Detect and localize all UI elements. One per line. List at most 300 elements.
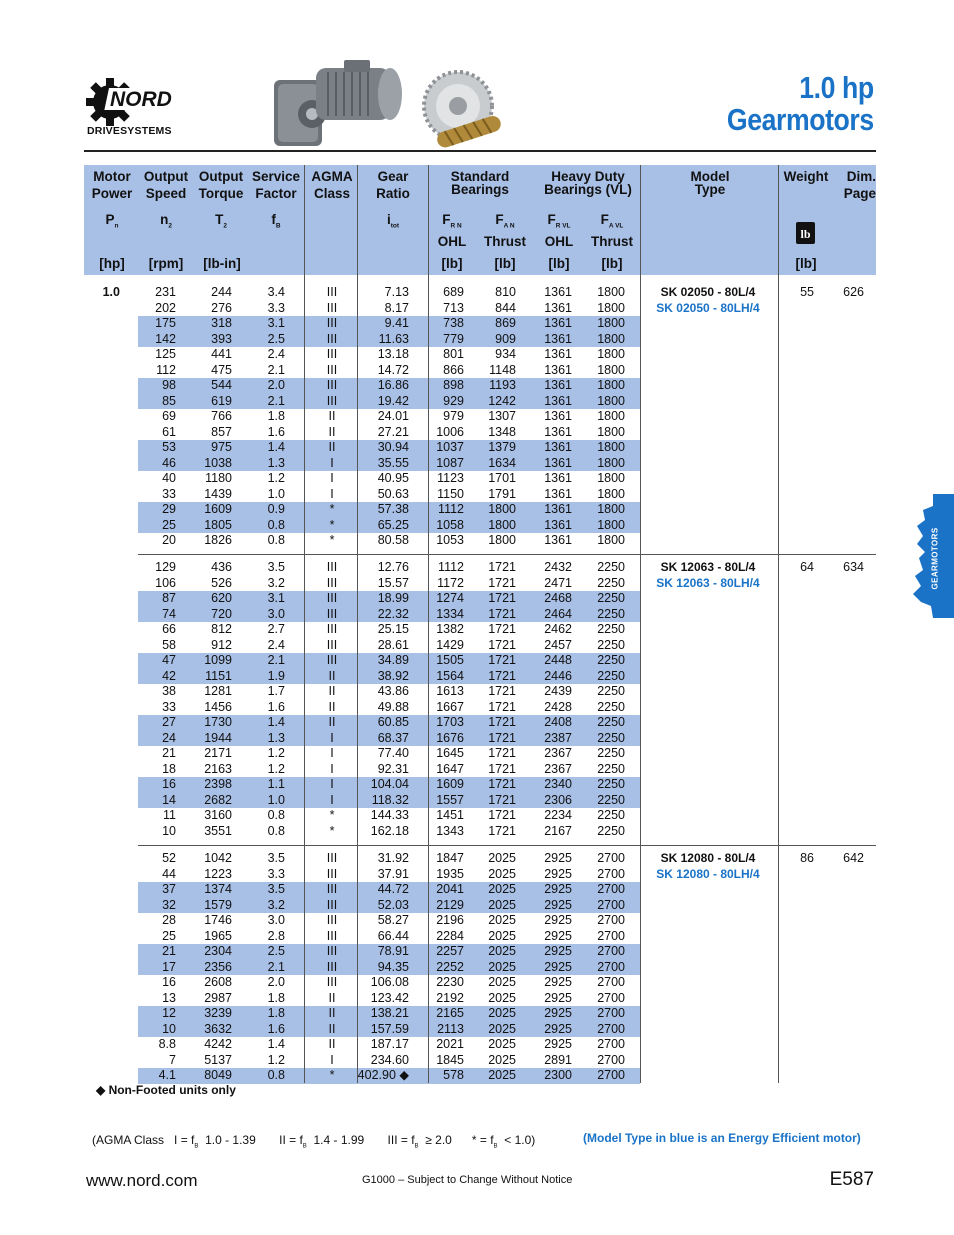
weight-cell: 55 bbox=[800, 285, 814, 299]
fa-thrust-cell: 844 bbox=[495, 300, 516, 315]
fa-thrust-cell: 2025 bbox=[488, 851, 516, 865]
torque-cell: 393 bbox=[211, 331, 232, 346]
gear-ratio-cell: 138.21 bbox=[370, 1006, 409, 1020]
hdr-thrust-2: Thrust bbox=[591, 234, 633, 249]
fr-vl-cell: 2925 bbox=[544, 866, 572, 881]
service-factor-cell: 1.3 bbox=[267, 455, 285, 470]
torque-cell: 619 bbox=[211, 393, 232, 408]
agma-cell: II bbox=[328, 1021, 336, 1036]
fr-vl-cell: 2408 bbox=[544, 715, 572, 729]
fa-thrust-cell: 2025 bbox=[488, 1068, 516, 1082]
fa-vl-cell: 1800 bbox=[597, 362, 625, 377]
fa-thrust-cell: 1721 bbox=[488, 715, 516, 729]
torque-cell: 2608 bbox=[204, 975, 232, 989]
sym-favl-main: F bbox=[600, 212, 609, 227]
hdr-output-speed-l1: Output bbox=[143, 169, 189, 184]
fa-vl-cell: 2700 bbox=[597, 959, 625, 974]
fa-thrust-cell: 1379 bbox=[488, 440, 516, 454]
fa-thrust-cell: 2025 bbox=[488, 1052, 516, 1067]
agma-cell: II bbox=[328, 1037, 336, 1051]
torque-cell: 2987 bbox=[204, 990, 232, 1005]
gear-ratio-cell: 94.35 bbox=[377, 959, 409, 974]
agma-cell: * bbox=[329, 517, 335, 532]
fr-vl-cell: 1361 bbox=[544, 471, 572, 485]
fr-ohl-cell: 578 bbox=[443, 1068, 464, 1082]
speed-cell: 33 bbox=[162, 486, 176, 501]
fa-vl-cell: 1800 bbox=[597, 517, 625, 532]
gear-ratio-cell: 12.76 bbox=[377, 560, 409, 574]
fa-vl-cell: 2250 bbox=[597, 575, 625, 590]
service-factor-cell: 0.9 bbox=[267, 502, 285, 516]
gear-ratio-cell: 18.99 bbox=[377, 591, 409, 605]
fa-thrust-cell: 1721 bbox=[488, 823, 516, 838]
fr-ohl-cell: 2113 bbox=[437, 1021, 464, 1036]
group-separator bbox=[138, 845, 876, 846]
service-factor-cell: 0.8 bbox=[267, 808, 285, 822]
speed-cell: 20 bbox=[162, 533, 176, 547]
fa-thrust-cell: 2025 bbox=[488, 944, 516, 958]
table-row bbox=[84, 425, 640, 441]
table-row bbox=[84, 929, 640, 945]
fa-vl-cell: 2700 bbox=[597, 1021, 625, 1036]
table-row bbox=[84, 944, 640, 960]
service-factor-cell: 1.6 bbox=[267, 424, 285, 439]
table-row bbox=[84, 715, 640, 731]
torque-cell: 2356 bbox=[204, 959, 232, 974]
service-factor-cell: 1.4 bbox=[267, 440, 285, 454]
fr-ohl-cell: 1564 bbox=[436, 668, 464, 683]
speed-cell: 231 bbox=[155, 285, 176, 299]
fr-vl-cell: 2891 bbox=[544, 1052, 572, 1067]
fa-vl-cell: 2250 bbox=[597, 777, 625, 791]
torque-cell: 441 bbox=[211, 347, 232, 361]
torque-cell: 1042 bbox=[204, 851, 232, 865]
service-factor-cell: 1.0 bbox=[267, 486, 285, 501]
fr-ohl-cell: 2041 bbox=[436, 882, 464, 896]
sym-fan bbox=[485, 211, 525, 235]
torque-cell: 912 bbox=[211, 637, 232, 652]
fr-vl-cell: 2471 bbox=[544, 575, 572, 590]
fr-vl-cell: 1361 bbox=[544, 424, 572, 439]
footer-notice: G1000 – Subject to Change Without Notice bbox=[362, 1174, 573, 1186]
service-factor-cell: 2.4 bbox=[267, 637, 285, 652]
gear-ratio-cell: 92.31 bbox=[377, 761, 409, 776]
table-row bbox=[84, 285, 640, 301]
fr-ohl-cell: 1647 bbox=[436, 761, 464, 776]
fa-vl-cell: 1800 bbox=[597, 285, 625, 299]
sym-t2 bbox=[201, 211, 241, 235]
table-row bbox=[84, 409, 640, 425]
table-row bbox=[84, 898, 640, 914]
table-row bbox=[84, 991, 640, 1007]
fa-thrust-cell: 2025 bbox=[488, 897, 516, 912]
service-factor-cell: 3.2 bbox=[267, 575, 285, 590]
hdr-service-factor-l2: Factor bbox=[255, 186, 297, 201]
fa-vl-cell: 2250 bbox=[597, 715, 625, 729]
fr-ohl-cell: 801 bbox=[443, 347, 464, 361]
fr-vl-cell: 2306 bbox=[544, 792, 572, 807]
agma-cell: III bbox=[326, 866, 338, 881]
speed-cell: 125 bbox=[155, 347, 176, 361]
speed-cell: 142 bbox=[155, 331, 176, 346]
fr-vl-cell: 2167 bbox=[544, 823, 572, 838]
sym-fb-sub: B bbox=[275, 222, 281, 230]
agma-cell: III bbox=[326, 975, 338, 989]
agma-cell: III bbox=[326, 378, 338, 392]
torque-cell: 1579 bbox=[204, 897, 232, 912]
service-factor-cell: 3.3 bbox=[267, 300, 285, 315]
torque-cell: 8049 bbox=[204, 1068, 232, 1082]
fa-vl-cell: 2700 bbox=[597, 990, 625, 1005]
fr-vl-cell: 2432 bbox=[544, 560, 572, 574]
fa-vl-cell: 1800 bbox=[597, 533, 625, 547]
speed-cell: 38 bbox=[162, 684, 176, 698]
torque-cell: 975 bbox=[211, 440, 232, 454]
speed-cell: 16 bbox=[162, 777, 176, 791]
agma-cell: III bbox=[326, 560, 338, 574]
torque-cell: 620 bbox=[211, 591, 232, 605]
fr-ohl-cell: 1429 bbox=[436, 637, 464, 652]
sym-frn bbox=[432, 211, 472, 235]
agma-cell: II bbox=[328, 440, 336, 454]
gear-ratio-cell: 27.21 bbox=[377, 424, 409, 439]
speed-cell: 33 bbox=[162, 699, 176, 714]
fa-thrust-cell: 2025 bbox=[488, 866, 516, 881]
sym-fb-main: f bbox=[271, 212, 276, 227]
service-factor-cell: 1.6 bbox=[267, 1021, 285, 1036]
fr-ohl-cell: 979 bbox=[443, 409, 464, 423]
speed-cell: 37 bbox=[162, 882, 176, 896]
service-factor-cell: 0.8 bbox=[267, 823, 285, 838]
service-factor-cell: 2.5 bbox=[267, 331, 285, 346]
agma-cell: III bbox=[326, 347, 338, 361]
fr-vl-cell: 2367 bbox=[544, 761, 572, 776]
service-factor-cell: 1.8 bbox=[267, 990, 285, 1005]
table-row bbox=[84, 518, 640, 534]
fr-vl-cell: 2925 bbox=[544, 882, 572, 896]
fr-ohl-cell: 779 bbox=[443, 331, 464, 346]
table-row bbox=[84, 851, 640, 867]
footer-url[interactable]: www.nord.com bbox=[86, 1171, 198, 1190]
fr-ohl-cell: 1006 bbox=[436, 424, 464, 439]
fa-vl-cell: 1800 bbox=[597, 300, 625, 315]
fr-vl-cell: 2448 bbox=[544, 653, 572, 667]
agma-cell: II bbox=[328, 715, 336, 729]
agma-cell: III bbox=[326, 316, 338, 330]
fr-vl-cell: 2462 bbox=[544, 622, 572, 636]
speed-cell: 69 bbox=[162, 409, 176, 423]
sym-itot-sub: tot bbox=[390, 222, 400, 230]
table-row bbox=[84, 793, 640, 809]
dim-page-cell: 642 bbox=[843, 851, 864, 865]
torque-cell: 1151 bbox=[205, 668, 232, 683]
hdr-dim-l1: Dim. bbox=[846, 169, 876, 184]
torque-cell: 1944 bbox=[204, 730, 232, 745]
service-factor-cell: 3.4 bbox=[267, 285, 285, 299]
fr-vl-cell: 1361 bbox=[544, 347, 572, 361]
fa-vl-cell: 2250 bbox=[597, 699, 625, 714]
fa-thrust-cell: 2025 bbox=[488, 928, 516, 943]
fa-vl-cell: 1800 bbox=[597, 502, 625, 516]
fr-vl-cell: 1361 bbox=[544, 486, 572, 501]
speed-cell: 106 bbox=[155, 575, 176, 590]
torque-cell: 544 bbox=[211, 378, 232, 392]
fa-thrust-cell: 1721 bbox=[488, 684, 516, 698]
speed-cell: 25 bbox=[162, 928, 176, 943]
table-row bbox=[84, 731, 640, 747]
sym-n2 bbox=[146, 211, 186, 235]
fa-vl-cell: 2250 bbox=[597, 823, 625, 838]
agma-cell: III bbox=[326, 637, 338, 652]
table-row bbox=[84, 440, 640, 456]
service-factor-cell: 3.1 bbox=[267, 316, 285, 330]
fr-vl-cell: 2367 bbox=[544, 746, 572, 760]
speed-cell: 25 bbox=[162, 517, 176, 532]
gear-ratio-cell: 7.13 bbox=[384, 285, 409, 299]
fr-ohl-cell: 1451 bbox=[436, 808, 464, 822]
fr-ohl-cell: 738 bbox=[443, 316, 464, 330]
speed-cell: 66 bbox=[162, 622, 176, 636]
torque-cell: 1099 bbox=[204, 653, 232, 667]
gear-ratio-cell: 104.04 bbox=[370, 777, 409, 791]
gear-ratio-cell: 24.01 bbox=[377, 409, 409, 423]
agma-cell: II bbox=[328, 699, 336, 714]
service-factor-cell: 1.1 bbox=[267, 777, 285, 791]
fa-vl-cell: 2700 bbox=[597, 913, 625, 927]
page-title: 1.0 hp Gearmotors bbox=[727, 70, 874, 137]
fr-vl-cell: 2925 bbox=[544, 913, 572, 927]
fa-vl-cell: 2250 bbox=[597, 591, 625, 605]
fr-vl-cell: 2340 bbox=[544, 777, 572, 791]
gear-ratio-cell: 402.90 ◆ bbox=[357, 1068, 409, 1082]
fa-vl-cell: 1800 bbox=[597, 424, 625, 439]
hdr-agma-l2: Class bbox=[313, 186, 351, 201]
agma-cell: III bbox=[326, 959, 338, 974]
fr-ohl-cell: 1676 bbox=[436, 730, 464, 745]
sym-favl-sub: A VL bbox=[608, 222, 624, 230]
sym-favl bbox=[592, 211, 632, 235]
service-factor-cell: 0.8 bbox=[267, 533, 285, 547]
torque-cell: 244 bbox=[211, 285, 232, 299]
fa-thrust-cell: 1721 bbox=[488, 808, 516, 822]
agma-cell: II bbox=[328, 668, 336, 683]
fa-thrust-cell: 1721 bbox=[488, 622, 516, 636]
service-factor-cell: 1.3 bbox=[267, 730, 285, 745]
torque-cell: 2171 bbox=[204, 746, 232, 760]
sym-frvl-sub: R VL bbox=[555, 222, 571, 230]
table-row bbox=[84, 1053, 640, 1069]
agma-cell: II bbox=[328, 1006, 336, 1020]
table-row bbox=[84, 394, 640, 410]
fa-vl-cell: 1800 bbox=[597, 378, 625, 392]
service-factor-cell: 3.5 bbox=[267, 560, 285, 574]
torque-cell: 526 bbox=[211, 575, 232, 590]
brand-subtitle: DRIVESYSTEMS bbox=[87, 125, 172, 137]
fa-vl-cell: 1800 bbox=[597, 440, 625, 454]
fr-vl-cell: 2464 bbox=[544, 606, 572, 621]
agma-cell: III bbox=[326, 331, 338, 346]
agma-cell: I bbox=[330, 471, 334, 485]
fa-vl-cell: 2250 bbox=[597, 637, 625, 652]
gear-ratio-cell: 77.40 bbox=[377, 746, 409, 760]
agma-cell: II bbox=[328, 990, 336, 1005]
gear-ratio-cell: 78.91 bbox=[377, 944, 409, 958]
fa-vl-cell: 2700 bbox=[597, 897, 625, 912]
gear-ratio-cell: 57.38 bbox=[377, 502, 409, 516]
speed-cell: 74 bbox=[162, 606, 176, 621]
gear-ratio-cell: 25.15 bbox=[377, 622, 409, 636]
table-row bbox=[84, 332, 640, 348]
fa-thrust-cell: 2025 bbox=[488, 913, 516, 927]
sym-n2-main: n bbox=[160, 212, 169, 227]
speed-cell: 47 bbox=[162, 653, 176, 667]
fa-thrust-cell: 2025 bbox=[488, 975, 516, 989]
agma-cell: III bbox=[326, 300, 338, 315]
fr-ohl-cell: 2196 bbox=[436, 913, 464, 927]
service-factor-cell: 3.5 bbox=[267, 851, 285, 865]
gear-ratio-cell: 144.33 bbox=[370, 808, 409, 822]
fr-ohl-cell: 2129 bbox=[436, 897, 464, 912]
fa-vl-cell: 1800 bbox=[597, 347, 625, 361]
fa-thrust-cell: 2025 bbox=[488, 990, 516, 1005]
service-factor-cell: 3.1 bbox=[267, 591, 285, 605]
hdr-output-torque-l1: Output bbox=[198, 169, 244, 184]
fr-vl-cell: 1361 bbox=[544, 362, 572, 377]
table-row bbox=[84, 867, 640, 883]
speed-cell: 24 bbox=[162, 730, 176, 745]
service-factor-cell: 0.8 bbox=[267, 517, 285, 532]
speed-cell: 32 bbox=[162, 897, 176, 912]
torque-cell: 1609 bbox=[204, 502, 232, 516]
torque-cell: 3632 bbox=[204, 1021, 232, 1036]
service-factor-cell: 0.8 bbox=[267, 1068, 285, 1082]
sym-fb bbox=[256, 211, 296, 235]
gear-ratio-cell: 38.92 bbox=[377, 668, 409, 683]
fa-thrust-cell: 1701 bbox=[488, 471, 516, 485]
hdr-gear-ratio-l2: Ratio bbox=[376, 186, 410, 201]
speed-cell: 28 bbox=[162, 913, 176, 927]
hdr-standard-l1: Standard bbox=[450, 169, 510, 184]
agma-cell: III bbox=[326, 928, 338, 943]
service-factor-cell: 2.1 bbox=[267, 653, 285, 667]
fr-ohl-cell: 1112 bbox=[438, 560, 464, 574]
table-row bbox=[84, 700, 640, 716]
hdr-thrust-1: Thrust bbox=[484, 234, 526, 249]
service-factor-cell: 1.4 bbox=[267, 1037, 285, 1051]
speed-cell: 21 bbox=[162, 746, 176, 760]
torque-cell: 436 bbox=[211, 560, 232, 574]
fr-vl-cell: 2925 bbox=[544, 897, 572, 912]
fa-thrust-cell: 1193 bbox=[489, 378, 516, 392]
unit-lbin: [lb-in] bbox=[203, 256, 241, 271]
speed-cell: 40 bbox=[162, 471, 176, 485]
gear-ratio-cell: 9.41 bbox=[384, 316, 409, 330]
gear-ratio-cell: 28.61 bbox=[377, 637, 409, 652]
torque-cell: 1374 bbox=[204, 882, 232, 896]
worm-gear-image bbox=[416, 68, 508, 150]
fr-vl-cell: 2468 bbox=[544, 591, 572, 605]
torque-cell: 1826 bbox=[204, 533, 232, 547]
speed-cell: 58 bbox=[162, 637, 176, 652]
speed-cell: 27 bbox=[162, 715, 176, 729]
speed-cell: 87 bbox=[162, 591, 176, 605]
hdr-gear-ratio-l1: Gear bbox=[377, 169, 409, 184]
speed-cell: 8.8 bbox=[158, 1037, 176, 1051]
fr-ohl-cell: 2252 bbox=[436, 959, 464, 974]
fr-ohl-cell: 2284 bbox=[436, 928, 464, 943]
service-factor-cell: 3.0 bbox=[267, 913, 285, 927]
dim-page-cell: 626 bbox=[843, 285, 864, 299]
dim-page-cell: 634 bbox=[843, 560, 864, 574]
gear-ratio-cell: 65.25 bbox=[377, 517, 409, 532]
model-type-energy-efficient: SK 02050 - 80LH/4 bbox=[656, 300, 760, 315]
fa-thrust-cell: 1800 bbox=[488, 517, 516, 532]
fa-vl-cell: 2250 bbox=[597, 792, 625, 807]
fr-ohl-cell: 2257 bbox=[436, 944, 464, 958]
service-factor-cell: 1.9 bbox=[267, 668, 285, 683]
model-type: SK 12080 - 80L/4 bbox=[660, 851, 756, 865]
fr-ohl-cell: 1382 bbox=[436, 622, 464, 636]
fr-ohl-cell: 1847 bbox=[436, 851, 464, 865]
fa-thrust-cell: 1634 bbox=[488, 455, 516, 470]
gear-ratio-cell: 16.86 bbox=[377, 378, 409, 392]
speed-cell: 202 bbox=[155, 300, 176, 315]
fr-ohl-cell: 1935 bbox=[436, 866, 464, 881]
hdr-output-speed-l2: Speed bbox=[145, 186, 187, 201]
service-factor-cell: 2.0 bbox=[267, 378, 285, 392]
fa-vl-cell: 2700 bbox=[597, 1006, 625, 1020]
weight-lb-icon: lb bbox=[796, 222, 815, 244]
fr-vl-cell: 1361 bbox=[544, 378, 572, 392]
fa-thrust-cell: 1721 bbox=[488, 575, 516, 590]
fr-ohl-cell: 1053 bbox=[436, 533, 464, 547]
hdr-output-torque-l2: Torque bbox=[198, 186, 244, 201]
table-row bbox=[84, 560, 640, 576]
service-factor-cell: 2.4 bbox=[267, 347, 285, 361]
hdr-agma-l1: AGMA bbox=[311, 169, 353, 184]
speed-cell: 129 bbox=[155, 560, 176, 574]
torque-cell: 720 bbox=[211, 606, 232, 621]
gear-ratio-cell: 44.72 bbox=[377, 882, 409, 896]
speed-cell: 53 bbox=[162, 440, 176, 454]
torque-cell: 1746 bbox=[204, 913, 232, 927]
torque-cell: 2398 bbox=[204, 777, 232, 791]
hdr-model-l1: Model bbox=[690, 169, 730, 184]
agma-cell: I bbox=[330, 761, 334, 776]
table-row bbox=[84, 1037, 640, 1053]
fr-vl-cell: 2925 bbox=[544, 1021, 572, 1036]
gear-ratio-cell: 162.18 bbox=[370, 823, 409, 838]
fr-vl-cell: 2234 bbox=[544, 808, 572, 822]
service-factor-cell: 3.5 bbox=[267, 882, 285, 896]
service-factor-cell: 1.7 bbox=[267, 684, 285, 698]
table-row bbox=[84, 975, 640, 991]
fa-vl-cell: 2250 bbox=[597, 622, 625, 636]
table-row bbox=[84, 502, 640, 518]
fr-ohl-cell: 1112 bbox=[438, 502, 464, 516]
torque-cell: 1180 bbox=[205, 471, 232, 485]
service-factor-cell: 1.2 bbox=[267, 746, 285, 760]
service-factor-cell: 2.1 bbox=[267, 959, 285, 974]
fa-vl-cell: 1800 bbox=[597, 331, 625, 346]
fa-vl-cell: 2700 bbox=[597, 1052, 625, 1067]
agma-cell: * bbox=[329, 823, 335, 838]
fr-ohl-cell: 1058 bbox=[436, 517, 464, 532]
agma-cell: II bbox=[328, 424, 336, 439]
fa-thrust-cell: 1721 bbox=[488, 792, 516, 807]
speed-cell: 61 bbox=[162, 424, 176, 439]
sym-n2-sub: 2 bbox=[168, 222, 172, 230]
